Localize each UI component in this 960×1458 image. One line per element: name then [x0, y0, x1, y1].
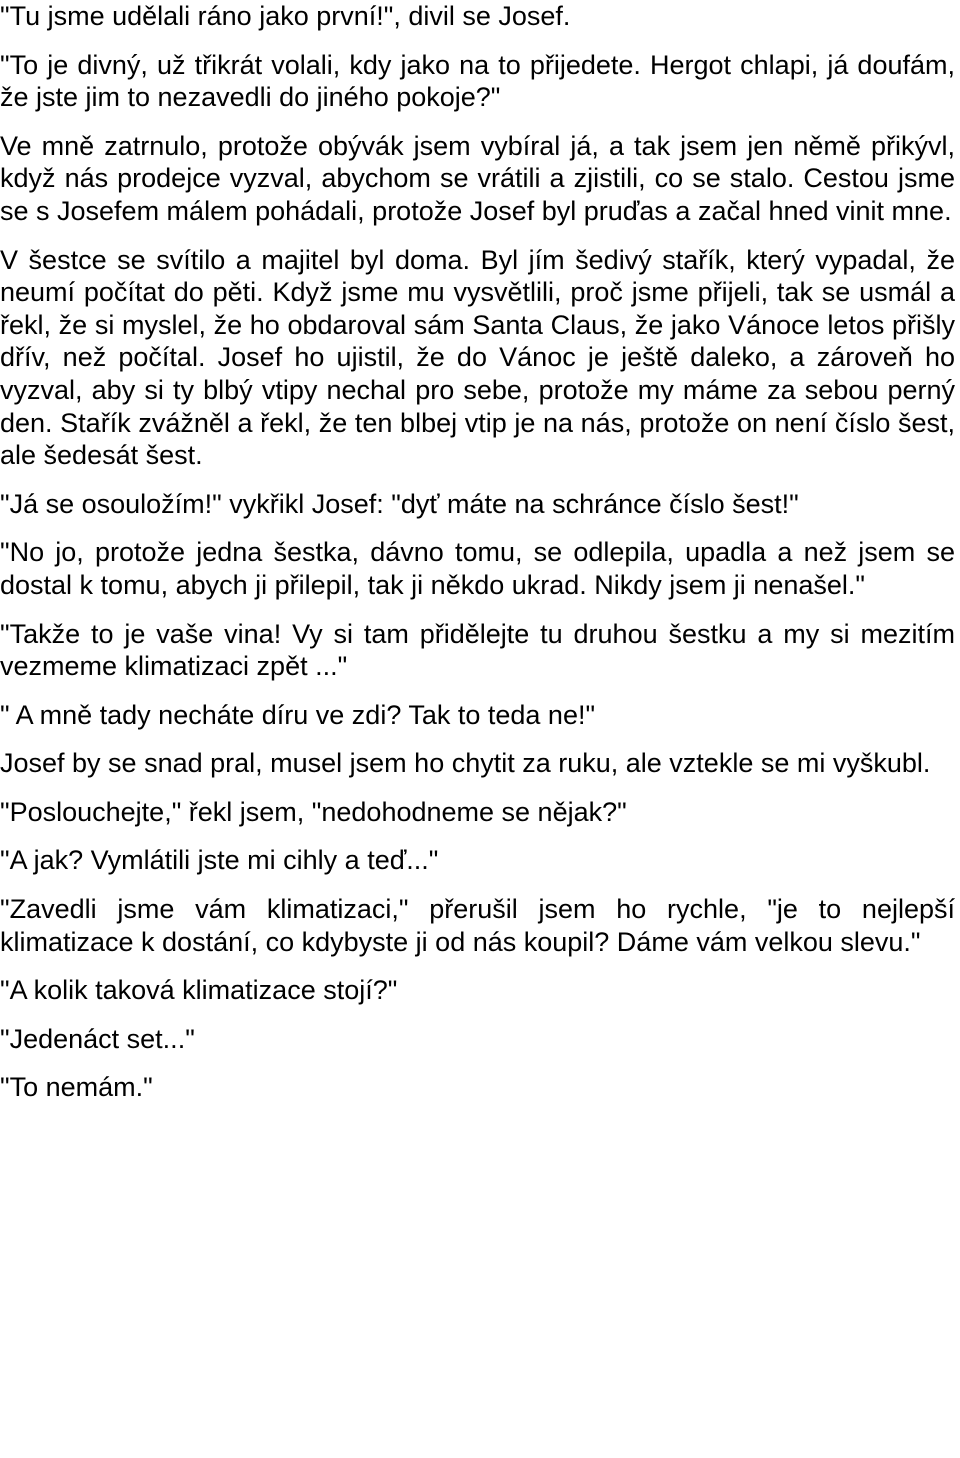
paragraph: "To nemám." [0, 1072, 153, 1103]
paragraph: "To je divný, už třikrát volali, kdy jako na to přijedete. Hergot chlapi, já doufám, že jste jim to nezavedli do jiného pokoje?" [0, 49, 955, 113]
paragraph: Josef by se snad pral, musel jsem ho chytit za ruku, ale vztekle se mi vyškubl. [0, 748, 931, 779]
paragraph: Ve mně zatrnulo, protože obývák jsem vybíral já, a tak jsem jen němě přikývl, když nás prodejce vyzval, abychom se vrátili a zjistili, co se stalo. Cestou jsme se s Josefem málem pohádali, protože Josef byl pruďas a začal hned vinit mne. [0, 130, 955, 226]
paragraph: "A jak? Vymlátili jste mi cihly a teď..." [0, 845, 439, 876]
paragraph: "Já se osouložím!" vykřikl Josef: "dyť máte na schránce číslo šest!" [0, 488, 799, 519]
paragraph: "Takže to je vaše vina! Vy si tam přidělejte tu druhou šestku a my si mezitím vezmeme klimatizaci zpět ..." [0, 618, 955, 682]
paragraph: "No jo, protože jedna šestka, dávno tomu, se odlepila, upadla a než jsem se dostal k tomu, abych ji přilepil, tak ji někdo ukrad. Nikdy jsem ji nenašel." [0, 537, 955, 600]
paragraph: "Poslouchejte," řekl jsem, "nedohodneme se nějak?" [0, 796, 627, 827]
paragraph: "Jedenáct set..." [0, 1023, 195, 1054]
paragraph: "Tu jsme udělali ráno jako první!", divil se Josef. [0, 1, 571, 31]
paragraph: " A mně tady necháte díru ve zdi? Tak to teda ne!" [0, 699, 596, 730]
paragraph: "A kolik taková klimatizace stojí?" [0, 975, 398, 1006]
paragraph: V šestce se svítilo a majitel byl doma. Byl jím šedivý stařík, který vypadal, že neumí počítat do pěti. Když jsme mu vysvětlili, proč jsme přijeli, tak se usmál a řekl, že si myslel, že ho obdaroval sám Santa Claus, že jako Vánoce letos přišly dřív, než počítal. Josef ho ujistil, že do Vánoc je ještě daleko, a zároveň ho vyzval, aby si ty blbý vtipy nechal pro sebe, protože my máme za sebou perný den. Stařík zvážněl a řekl, že ten blbej vtip je na nás, protože on není číslo šest, ale šedesát šest. [0, 244, 955, 471]
paragraph: "Zavedli jsme vám klimatizaci," přerušil jsem ho rychle, "je to nejlepší klimatizace k dostání, co kdybyste ji od nás koupil? Dáme vám velkou slevu." [0, 894, 955, 957]
